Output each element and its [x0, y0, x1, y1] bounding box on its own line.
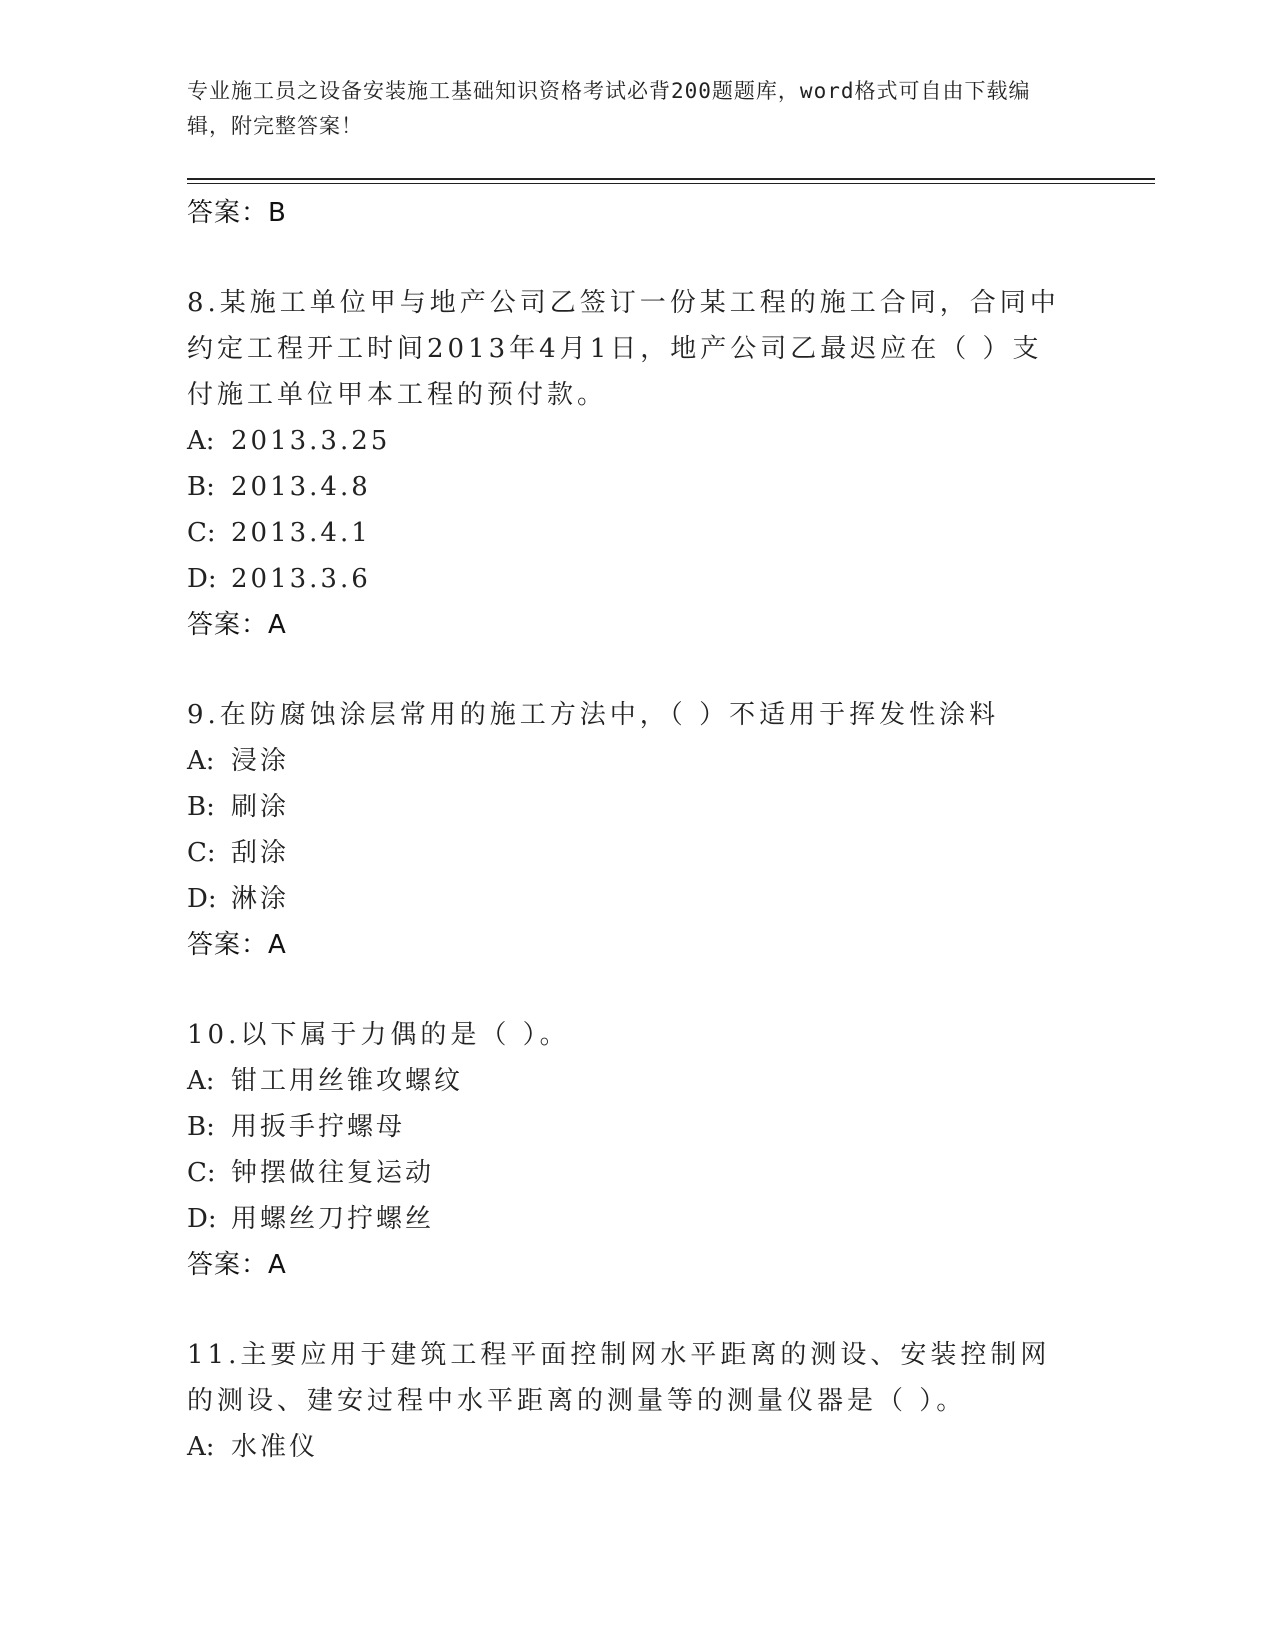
option-key: A: — [187, 426, 215, 456]
option-b — [187, 784, 1067, 830]
previous-answer: 答案：B — [187, 198, 287, 228]
option-key: A: — [187, 746, 215, 776]
option-key: B: — [187, 472, 215, 502]
option-key: B: — [187, 792, 215, 822]
option-d — [187, 1196, 1067, 1242]
question-10 — [187, 1012, 1067, 1288]
question-8 — [187, 280, 1067, 648]
option-c — [187, 510, 1067, 556]
option-a — [187, 418, 1067, 464]
option-text: 水准仪 — [231, 1432, 319, 1462]
question-9 — [187, 692, 1067, 968]
option-text: 刷涂 — [231, 792, 290, 822]
question-stem: 11.主要应用于建筑工程平面控制网水平距离的测设、安装控制网的测设、建安过程中水平距离的测量等的测量仪器是（ ）。 — [187, 1340, 1051, 1416]
header-divider-thin — [187, 183, 1155, 184]
document-header: 专业施工员之设备安装施工基础知识资格考试必背200题题库，word格式可自由下载编辑，附完整答案！ — [187, 79, 1031, 138]
option-text: 浸涂 — [231, 746, 290, 776]
option-c — [187, 1150, 1067, 1196]
option-key: D: — [187, 564, 217, 594]
question-stem: 8.某施工单位甲与地产公司乙签订一份某工程的施工合同，合同中约定工程开工时间2013年4月1日，地产公司乙最迟应在（ ）支付施工单位甲本工程的预付款。 — [187, 288, 1060, 410]
option-key: C: — [187, 1158, 216, 1188]
option-a — [187, 738, 1067, 784]
option-text: 钟摆做往复运动 — [231, 1158, 435, 1188]
option-text: 淋涂 — [231, 884, 290, 914]
option-key: C: — [187, 838, 216, 868]
question-answer: 答案：A — [187, 930, 287, 960]
option-text: 用扳手拧螺母 — [231, 1112, 406, 1142]
option-d — [187, 876, 1067, 922]
option-text: 2013.3.25 — [231, 426, 391, 456]
option-text: 用螺丝刀拧螺丝 — [231, 1204, 435, 1234]
question-list — [187, 190, 1067, 1470]
option-key: A: — [187, 1432, 215, 1462]
option-b — [187, 464, 1067, 510]
option-key: B: — [187, 1112, 215, 1142]
option-text: 2013.4.1 — [231, 518, 371, 548]
option-text: 刮涂 — [231, 838, 290, 868]
option-key: D: — [187, 884, 217, 914]
option-d — [187, 556, 1067, 602]
question-answer: 答案：A — [187, 610, 287, 640]
option-b — [187, 1104, 1067, 1150]
question-11 — [187, 1332, 1067, 1470]
header-divider-thick — [187, 178, 1155, 180]
option-text: 2013.4.8 — [231, 472, 371, 502]
option-key: C: — [187, 518, 216, 548]
option-key: A: — [187, 1066, 215, 1096]
question-stem: 9.在防腐蚀涂层常用的施工方法中，（ ）不适用于挥发性涂料 — [187, 700, 1000, 730]
option-c — [187, 830, 1067, 876]
option-text: 2013.3.6 — [231, 564, 371, 594]
option-a — [187, 1058, 1067, 1104]
question-answer: 答案：A — [187, 1250, 287, 1280]
question-stem: 10.以下属于力偶的是（ ）。 — [187, 1020, 570, 1050]
option-a — [187, 1424, 1067, 1470]
option-key: D: — [187, 1204, 217, 1234]
option-text: 钳工用丝锥攻螺纹 — [231, 1066, 464, 1096]
